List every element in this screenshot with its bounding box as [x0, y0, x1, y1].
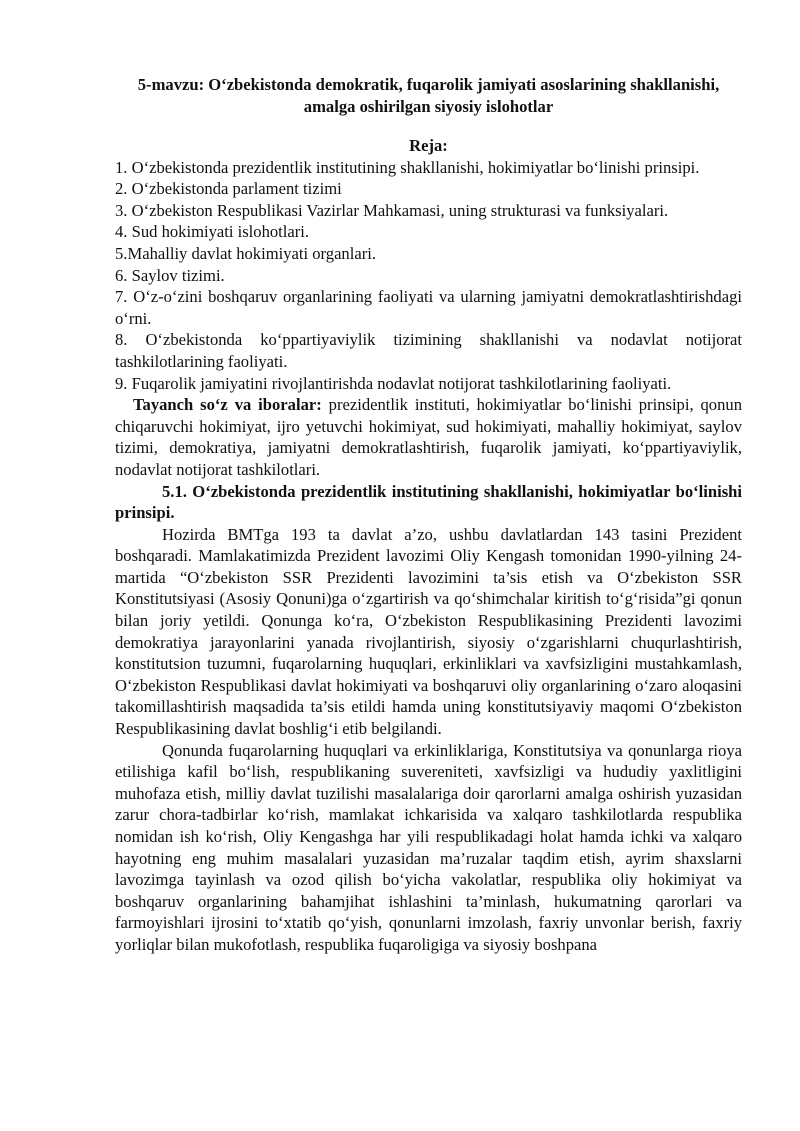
keywords-text: prezidentlik instituti, hokimiyatlar bo‘linishi prinsipi, qonun chiqaruvchi hokimiyat, ijro yetuvchi hokimiyat, sud hokimiyati, mahalliy hokimiyat, saylov tizimi, demokratiya, jamiyatni demokratlashtirish, fuqarolik jamiyati, ko‘ppartiyaviylik, nodavlat notijorat tashkilotlari. — [115, 395, 742, 479]
document-title: 5-mavzu: O‘zbekistonda demokratik, fuqarolik jamiyati asoslarining shakllanishi, amalga oshirilgan siyosiy islohotlar — [137, 75, 720, 116]
plan-heading: Reja: — [409, 136, 448, 155]
plan-item: 8. O‘zbekistonda ko‘ppartiyaviylik tizimining shakllanishi va nodavlat notijorat tashkilotlarining faoliyati. — [115, 330, 742, 371]
plan-list — [115, 157, 742, 395]
body-paragraph: Hozirda BMTga 193 ta davlat a’zo, ushbu davlatlardan 143 tasini Prezident boshqaradi. Mamlakatimizda Prezident lavozimi Oliy Kengash tomonidan 1990-yilning 24-martida “O‘zbekiston SSR Prezidenti lavozimini ta’sis etish va O‘zbekiston SSR Konstitutsiyasi (Asosiy Qonuni)ga o‘zgartirish va qo‘shimchalar kiritish to‘g‘risida”gi qonun bilan joriy yetildi. Qonunga ko‘ra, O‘zbekiston Respublikasining Prezidenti lavozimi demokratiya jarayonlarini yanada rivojlantirish, siyosiy o‘zgarishlarni chuqurlashtirish, konstitutsion tuzumni, fuqarolarning huquqlari, erkinliklari va xavfsizligini mustahkamlash, O‘zbekiston Respublikasi davlat hokimiyati va boshqaruvi oliy organlarining o‘zaro aloqasini takomillashtirish maqsadida ta’sis etildi hamda uning konstitutsiyaviy maqomi O‘zbekiston Respublikasining davlat boshlig‘i etib belgilandi. — [115, 524, 742, 739]
keywords-paragraph — [115, 394, 742, 480]
body-paragraph: Qonunda fuqarolarning huquqlari va erkinliklariga, Konstitutsiya va qonunlarga rioya etilishiga kafil bo‘lish, respublikaning suvereniteti, xavfsizligi va hududiy yaxlitligini muhofaza etish, milliy davlat tuzilishi masalalariga doir qarorlarni amalga oshirish yuzasidan zarur chora-tadbirlar ko‘rish, mamlakat ichkarisida va xalqaro tashkilotlarda respublika nomidan ish ko‘rish, Oliy Kengashga har yili respublikadagi holat hamda ichki va xalqaro hayotning eng muhim masalalari yuzasidan ma’ruzalar taqdim etish, ayrim shaxslarni lavozimga tayinlash va ozod qilish bo‘yicha vakolatlar, respublika oliy hokimiyat va boshqaruv organlarining bahamjihat ishlashini ta’minlash, hukumatning qarorlari va farmoyishlari ijrosini to‘xtatib qo‘yish, qonunlarni imzolash, faxriy unvonlar berish, faxriy yorliqlar bilan mukofotlash, respublika fuqaroligiga va siyosiy boshpana — [115, 740, 742, 954]
plan-item: 2. O‘zbekistonda parlament tizimi — [115, 179, 342, 199]
plan-item: 1. O‘zbekistonda prezidentlik institutining shakllanishi, hokimiyatlar bo‘linishi prinsipi. — [115, 157, 700, 177]
plan-item: 7. O‘z-o‘zini boshqaruv organlarining faoliyati va ularning jamiyatni demokratlashtirishdagi o‘rni. — [115, 287, 742, 328]
plan-item: 3. O‘zbekiston Respublikasi Vazirlar Mahkamasi, uning strukturasi va funksiyalari. — [115, 200, 669, 220]
keywords-label: Tayanch so‘z va iboralar: — [133, 395, 322, 415]
plan-item: 4. Sud hokimiyati islohotlari. — [115, 222, 310, 242]
plan-item: 6. Saylov tizimi. — [115, 265, 225, 285]
plan-item: 9. Fuqarolik jamiyatini rivojlantirishda nodavlat notijorat tashkilotlarining faoliyati. — [115, 373, 672, 393]
document-page — [115, 74, 742, 956]
plan-item: 5.Mahalliy davlat hokimiyati organlari. — [115, 243, 376, 263]
section-heading: 5.1. O‘zbekistonda prezidentlik institutining shakllanishi, hokimiyatlar bo‘linishi prinsipi. — [115, 481, 742, 523]
